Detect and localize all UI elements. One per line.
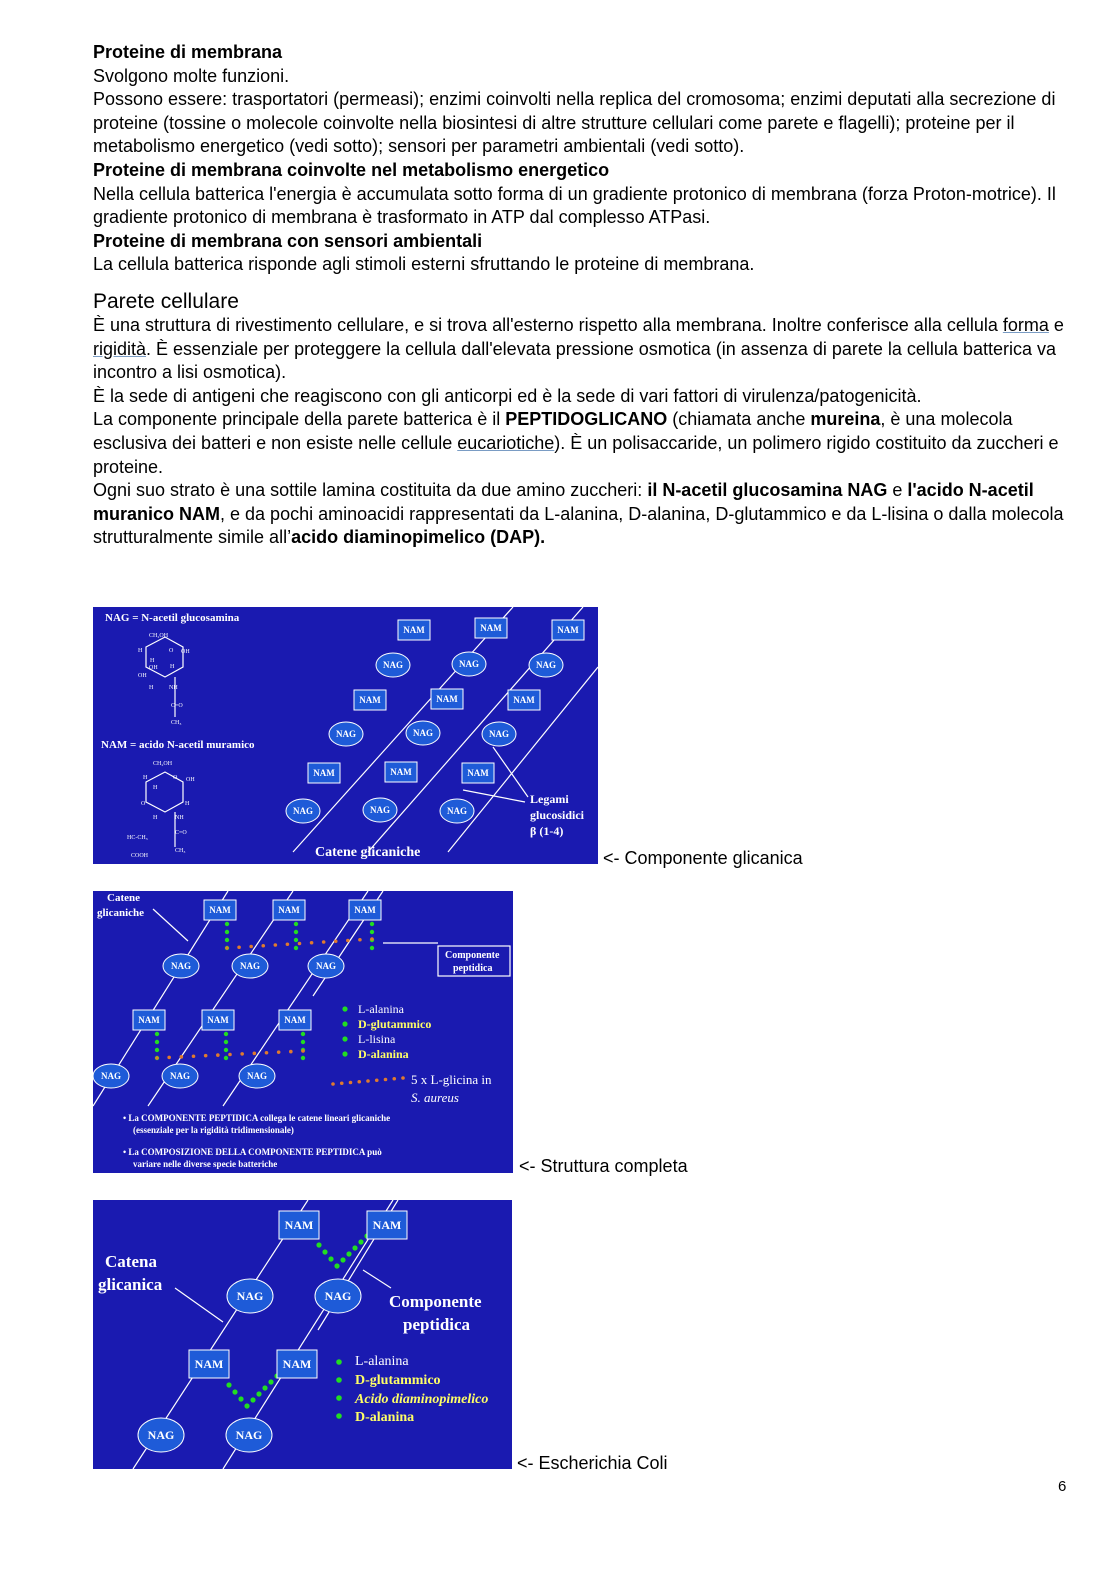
figure-2-svg: [93, 891, 513, 1173]
nam-label: NAM: [403, 625, 425, 635]
nag-label: NAG: [293, 806, 313, 816]
heading-environment-sensors: Proteine di membrana con sensori ambientali: [93, 230, 483, 251]
amino-acid-dot: [238, 1396, 243, 1401]
figure-complete-structure: [93, 891, 513, 1173]
caption-glycan: <- Componente glicanica: [603, 848, 803, 868]
glycine-dot: [384, 1078, 388, 1082]
glycine-dot: [340, 1081, 344, 1085]
legend-l-alanina: L-alanina: [355, 1354, 409, 1369]
atom-label: CH₃: [175, 848, 186, 854]
amino-acid-dot: [358, 1239, 363, 1244]
nam-label: NAM: [284, 1015, 306, 1025]
glycine-dot: [155, 1056, 159, 1060]
amino-acid-dot: [370, 922, 374, 926]
nam-label: NAM: [209, 905, 231, 915]
nag-label: NAG: [489, 729, 509, 739]
amino-acid-dot: [301, 1040, 305, 1044]
glycine-dot: [228, 1053, 232, 1057]
glycine-dot: [167, 1056, 171, 1060]
glycine-dot: [358, 938, 362, 942]
legend-dot: [342, 1006, 347, 1011]
peptide-label: peptidica: [453, 963, 493, 974]
heading-membrane-proteins: Proteine di membrana: [93, 42, 283, 62]
nag-label: NAG: [383, 660, 403, 670]
glycine-dot: [331, 1082, 335, 1086]
figure-e-coli: [93, 1200, 512, 1469]
nam-label: NAM: [282, 1357, 312, 1371]
glycine-dot: [180, 1055, 184, 1059]
atom-label: H: [143, 775, 148, 781]
nag-label: NAG: [235, 1428, 263, 1442]
figure-1-svg: [93, 607, 598, 864]
nag-label: NAG: [324, 1289, 352, 1303]
nag-label: NAG: [236, 1289, 264, 1303]
atom-label: NH: [175, 815, 184, 821]
glycine-dot: [334, 939, 338, 943]
nag-label: NAG: [170, 1071, 190, 1081]
glycine-label: 5 x L-glicina in: [411, 1072, 492, 1087]
atom-label: OH: [186, 777, 195, 783]
legend-dot: [336, 1395, 342, 1401]
glycine-dot: [265, 1051, 269, 1055]
section-title-cell-wall: Parete cellulare: [93, 289, 239, 313]
amino-acid-dot: [301, 1056, 305, 1060]
amino-acid-dot: [256, 1391, 261, 1396]
glycine-dot: [289, 1050, 293, 1054]
atom-label: H: [153, 815, 158, 821]
paragraph: La cellula batterica risponde agli stimoli esterni sfruttando le proteine di membrana.: [93, 254, 755, 275]
paragraph: Possono essere: trasportatori (permeasi); enzimi coinvolti nella replica del cromosoma; enzimi deputati alla secrezione di proteine (tossine o molecole coinvolte nella biosintesi di altre strutture cellulari come parete e flagelli); proteine per il metabolismo energetico (vedi sotto); sensori per parametri ambientali (vedi sotto).: [93, 89, 1056, 157]
amino-acid-dot: [224, 1048, 228, 1052]
atom-label: H: [149, 685, 154, 691]
amino-acid-dot: [262, 1385, 267, 1390]
legend-dot: [342, 1051, 347, 1056]
glycine-dot: [301, 1049, 305, 1053]
nag-label: NAG: [147, 1428, 175, 1442]
glycine-dot: [237, 945, 241, 949]
note-line: • La COMPONENTE PEPTIDICA collega le catene lineari glicaniche: [123, 1113, 391, 1123]
glycine-dot: [216, 1053, 220, 1057]
amino-acid-dot: [268, 1379, 273, 1384]
glycine-dot: [366, 1079, 370, 1083]
glycine-dot: [261, 944, 265, 948]
amino-acid-dot: [346, 1251, 351, 1256]
linked-word: rigidità: [93, 338, 147, 359]
nag-label: NAG: [316, 961, 336, 971]
bond-label: Legami: [530, 792, 569, 806]
glycine-dot: [375, 1078, 379, 1082]
atom-label: OH: [149, 665, 158, 671]
document-body: [93, 41, 1073, 550]
glycine-dot: [349, 1081, 353, 1085]
glycine-dot: [401, 1076, 405, 1080]
peptide-label: peptidica: [403, 1315, 471, 1334]
page-number: 6: [1058, 1478, 1067, 1495]
amino-acid-dot: [225, 922, 229, 926]
amino-acid-dot: [294, 930, 298, 934]
amino-acid-dot: [370, 946, 374, 950]
legend-dot: [336, 1359, 342, 1365]
glycine-dot: [346, 939, 350, 943]
glycine-dot: [253, 1052, 257, 1056]
amino-acid-dot: [155, 1032, 159, 1036]
linked-word: eucariotiche: [457, 432, 555, 453]
note-line: (essenziale per la rigidità tridimensionale): [133, 1125, 294, 1135]
legend-d-glutammico: D-glutammico: [355, 1373, 441, 1388]
nag-label: NAG: [101, 1071, 121, 1081]
figure-3-svg: [93, 1200, 512, 1469]
amino-acid-dot: [244, 1403, 249, 1408]
nag-label: NAG: [336, 729, 356, 739]
amino-acid-dot: [226, 1382, 231, 1387]
amino-acid-dot: [155, 1048, 159, 1052]
nam-label: NAM: [138, 1015, 160, 1025]
nam-label: NAM: [436, 694, 458, 704]
atom-label: HC-CH₃: [127, 835, 148, 841]
legend-dap: Acido diaminopimelico: [355, 1392, 489, 1407]
paragraph: La componente principale della parete batterica è il PEPTIDOGLICANO (chiamata anche mureina, è una molecola esclusiva dei batteri e non esiste nelle cellule eucariotiche). È un polisaccaride, un polimero rigido costituito da zuccheri e proteine.: [93, 409, 1059, 477]
glycine-species: S. aureus: [411, 1090, 459, 1105]
glycine-dot: [286, 942, 290, 946]
amino-acid-dot: [232, 1389, 237, 1394]
amino-acid-dot: [301, 1032, 305, 1036]
legend-l-alanina: L-alanina: [358, 1002, 404, 1016]
atom-label: CH₂OH: [149, 633, 169, 639]
atom-label: O: [173, 775, 178, 781]
chain-label: Catene: [107, 892, 140, 904]
atom-label: H: [185, 801, 190, 807]
nag-definition: NAG = N-acetil glucosamina: [105, 612, 240, 624]
paragraph: È una struttura di rivestimento cellulare, e si trova all'esterno rispetto alla membrana. Inoltre conferisce alla cellula forma e rigidità. È essenziale per proteggere la cellula dall'elevata pressione osmotica (in assenza di parete la cellula batterica va incontro a lisi osmotica).: [93, 314, 1064, 383]
glycine-dot: [204, 1054, 208, 1058]
amino-acid-dot: [250, 1397, 255, 1402]
glycine-dot: [240, 1052, 244, 1056]
amino-acid-dot: [340, 1257, 345, 1262]
amino-acid-dot: [224, 1032, 228, 1036]
legend-d-glutammico: D-glutammico: [358, 1017, 432, 1031]
caption-complete: <- Struttura completa: [519, 1156, 688, 1176]
paragraph: Ogni suo strato è una sottile lamina costituita da due amino zuccheri: il N-acetil glucosamina NAG e l'acido N-acetil muranico NAM, e da pochi aminoacidi rappresentati da L-alanina, D-alanina, D-glutammico e da L-lisina o dalla molecola strutturalmente simile all’acido diaminopimelico (DAP).: [93, 480, 1064, 548]
glycine-dot: [225, 946, 229, 950]
glycine-dot: [274, 943, 278, 947]
atom-label: COOH: [131, 853, 149, 859]
nam-label: NAM: [372, 1218, 402, 1232]
atom-label: CH₃: [171, 720, 182, 726]
nam-label: NAM: [207, 1015, 229, 1025]
nag-label: NAG: [370, 805, 390, 815]
nag-label: NAG: [171, 961, 191, 971]
atom-label: NH: [169, 685, 178, 691]
amino-acid-dot: [334, 1263, 339, 1268]
amino-acid-dot: [316, 1242, 321, 1247]
nag-label: NAG: [447, 806, 467, 816]
amino-acid-dot: [352, 1245, 357, 1250]
atom-label: H: [150, 658, 155, 664]
nam-label: NAM: [557, 625, 579, 635]
amino-acid-dot: [294, 946, 298, 950]
nam-label: NAM: [513, 695, 535, 705]
amino-acid-dot: [328, 1256, 333, 1261]
peptide-label: Componente: [389, 1292, 482, 1311]
nam-label: NAM: [284, 1218, 314, 1232]
legend-dot: [342, 1036, 347, 1041]
atom-label: C=O: [171, 703, 183, 709]
atom-label: H: [153, 785, 158, 791]
amino-acid-dot: [224, 1040, 228, 1044]
glycine-dot: [249, 945, 253, 949]
glycine-dot: [298, 942, 302, 946]
atom-label: OH: [181, 649, 190, 655]
nam-label: NAM: [278, 905, 300, 915]
glycine-dot: [357, 1080, 361, 1084]
nag-label: NAG: [247, 1071, 267, 1081]
legend-l-lisina: L-lisina: [358, 1032, 396, 1046]
atom-label: CH₂OH: [153, 761, 173, 767]
chain-label: glicaniche: [97, 907, 145, 919]
bond-label: β (1-4): [530, 824, 564, 838]
glycine-dot: [192, 1054, 196, 1058]
glycine-dot: [392, 1077, 396, 1081]
amino-acid-dot: [225, 938, 229, 942]
atom-label: O: [169, 648, 174, 654]
nam-label: NAM: [354, 905, 376, 915]
paragraph: Svolgono molte funzioni.: [93, 65, 290, 86]
atom-label: H: [170, 664, 175, 670]
figure-footer: Catene glicaniche: [315, 845, 421, 860]
nag-label: NAG: [459, 659, 479, 669]
figure-glycan-component: [93, 607, 598, 864]
nam-label: NAM: [194, 1357, 224, 1371]
heading-energy-metabolism: Proteine di membrana coinvolte nel metabolismo energetico: [93, 159, 610, 180]
amino-acid-dot: [155, 1040, 159, 1044]
amino-acid-dot: [224, 1056, 228, 1060]
nag-label: NAG: [240, 961, 260, 971]
nam-label: NAM: [359, 695, 381, 705]
atom-label: OH: [138, 673, 147, 679]
nag-label: NAG: [413, 728, 433, 738]
note-line: variare nelle diverse specie batteriche: [133, 1159, 278, 1169]
legend-dot: [336, 1413, 342, 1419]
atom-label: O: [141, 801, 146, 807]
nam-label: NAM: [467, 768, 489, 778]
paragraph: È la sede di antigeni che reagiscono con gli anticorpi ed è la sede di vari fattori di virulenza/patogenicità.: [93, 385, 922, 406]
bond-label: glucosidici: [530, 808, 585, 822]
atom-label: H: [138, 648, 143, 654]
note-line: • La COMPOSIZIONE DELLA COMPONENTE PEPTIDICA può: [123, 1147, 382, 1157]
glycine-dot: [310, 941, 314, 945]
amino-acid-dot: [294, 938, 298, 942]
amino-acid-dot: [294, 922, 298, 926]
legend-d-alanina: D-alanina: [355, 1410, 415, 1425]
nam-label: NAM: [480, 623, 502, 633]
chain-label: Catena: [105, 1252, 157, 1271]
linked-word: forma: [1002, 314, 1049, 335]
glycine-dot: [277, 1050, 281, 1054]
atom-label: C=O: [175, 830, 187, 836]
nam-definition: NAM = acido N-acetil muramico: [101, 739, 255, 751]
amino-acid-dot: [322, 1249, 327, 1254]
nag-label: NAG: [536, 660, 556, 670]
nam-label: NAM: [313, 768, 335, 778]
legend-d-alanina: D-alanina: [358, 1047, 409, 1061]
legend-dot: [342, 1021, 347, 1026]
glycine-dot: [370, 937, 374, 941]
amino-acid-dot: [225, 930, 229, 934]
paragraph: Nella cellula batterica l'energia è accumulata sotto forma di un gradiente protonico di membrana (forza Proton-motrice). Il gradiente protonico di membrana è trasformato in ATP dal complesso ATPasi.: [93, 183, 1056, 228]
chain-label: glicanica: [98, 1275, 163, 1294]
caption-e-coli: <- Escherichia Coli: [517, 1453, 668, 1473]
nam-label: NAM: [390, 767, 412, 777]
glycine-dot: [322, 940, 326, 944]
legend-dot: [336, 1377, 342, 1383]
peptide-label: Componente: [445, 950, 500, 961]
amino-acid-dot: [370, 930, 374, 934]
